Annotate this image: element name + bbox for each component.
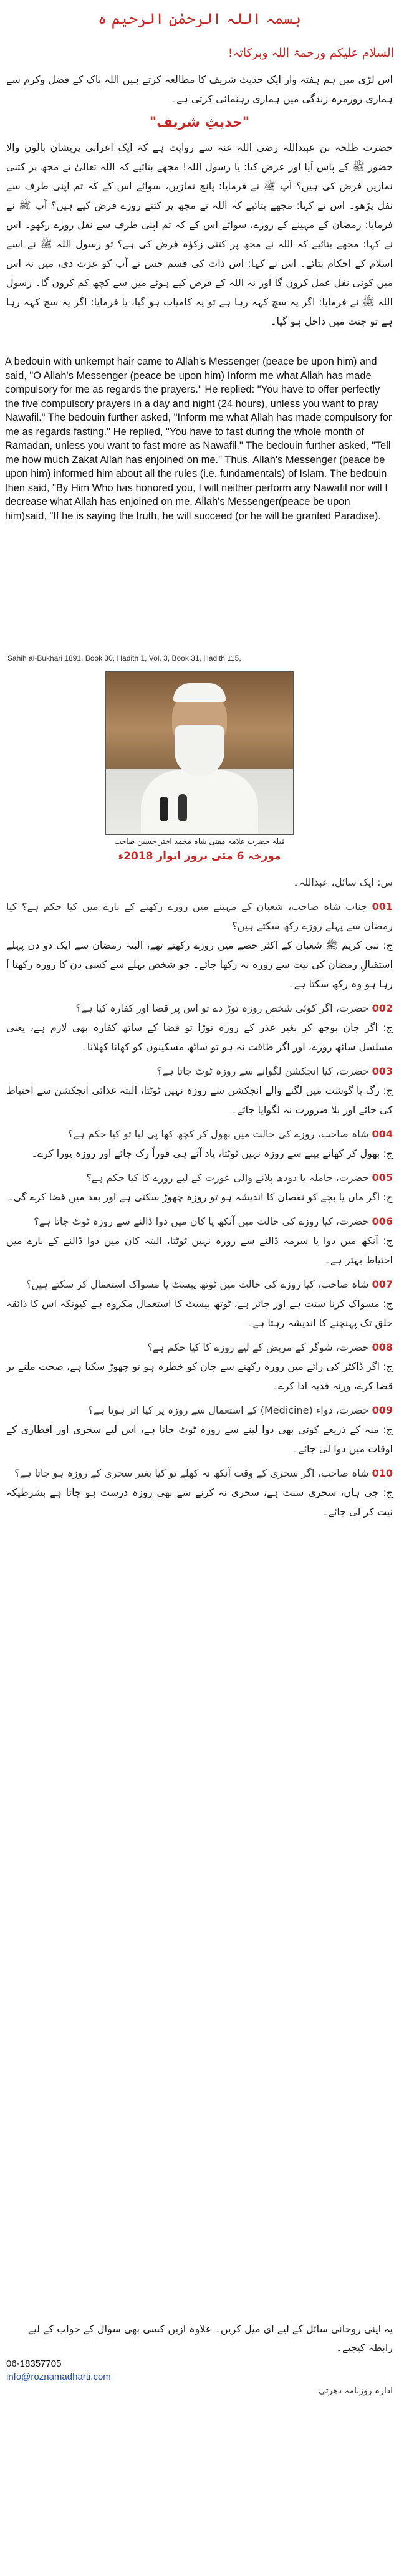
hadith-heading: "حدیثِ شریف": [149, 115, 250, 130]
qa-item: [0, 1338, 399, 1396]
question-number: 006: [372, 1215, 393, 1227]
closing-paragraph: یہ اپنی روحانی سائل کے لیے ای میل کریں۔ علاوہ ازیں کسی بھی سوال کے جواب کے لیے رابطہ کیجیے۔: [27, 2323, 393, 2353]
answer-text: ج: بھول کر کھانے پینے سے روزہ نہیں ٹوٹتا، یاد آتے ہی فوراً رک جائے اور روزہ پورا کرے۔: [31, 1147, 393, 1159]
photo-caption: قبلہ حضرت علامہ مفتی شاہ محمد اختر حسین صاحب: [114, 837, 285, 846]
photo-figure-body: [141, 770, 258, 835]
answer-text: ج: اگر ڈاکٹر کی رائے میں روزہ رکھنے سے جان کو خطرہ ہو تو چھوڑ سکتا ہے، صحت ملنے پر قضا کرے، ورنہ فدیہ ادا کرے۔: [6, 1361, 393, 1392]
scholar-photo: [105, 671, 294, 835]
qa-section: [0, 868, 399, 2320]
hadith-urdu-text: حضرت طلحہ بن عبیداللہ رضی اللہ عنہ سے روایت ہے کہ ایک اعرابی پریشان بالوں والا حضور ﷺ کے پاس آیا اور عرض کیا: یا رسول اللہ! مجھے بتائیے کہ اللہ تعالیٰ نے مجھ پر کتنی نمازیں فرض کی ہیں؟ آپ ﷺ نے فرمایا: پانچ نمازیں، سوائے اس کے کہ تم اپنی طرف سے نفل پڑھو۔ اس نے کہا: مجھے بتائیے کہ اللہ نے مجھ پر کتنے روزے فرض کیے ہیں؟ آپ ﷺ نے فرمایا: رمضان کے مہینے کے روزے، سوائے اس کے کہ تم اپنی طرف سے نفل روزے رکھو۔ اس نے کہا: مجھے بتائیے کہ اللہ نے مجھ پر کتنی زکوٰۃ فرض کی ہے؟ تو رسول اللہ ﷺ نے اسے اسلام کے احکام بتائے۔ اس نے کہا: اس ذات کی قسم جس نے آپ کو عزت دی، میں نہ اس میں کوئی نفل عمل کروں گا اور نہ اللہ کے فرض کیے ہوئے میں سے کچھ کم کروں گا۔ رسول اللہ ﷺ نے فرمایا: اگر یہ سچ کہہ رہا ہے تو یہ کامیاب ہو گیا، یا فرمایا: اگر یہ سچ کہہ رہا ہے تو جنت میں داخل ہو گیا۔: [6, 141, 393, 327]
qa-item: [0, 1061, 399, 1119]
answer-text: ج: نبی کریم ﷺ شعبان کے اکثر حصے میں روزے رکھتے تھے، البتہ رمضان سے ایک دو دن پہلے استقبالِ رمضان کی نیت سے روزہ نہ رکھا جائے۔ جو شخص پہلے سے کسی دن کا روزہ رکھتا آ رہا ہو وہ رکھ سکتا ہے۔: [6, 939, 393, 990]
question-number: 009: [372, 1404, 393, 1416]
photo-figure-cap: [173, 683, 226, 702]
hadith-english-text: A bedouin with unkempt hair came to Allah's Messenger (peace be upon him) and said, "O Allah's Messenger (peace be upon him) Inform me what Allah has made compulsory for me as regards the prayers." He replied: "You have to offer perfectly the five compulsory prayers in a day and night (24 hours), unless you want to pray Nawafil." The bedouin further asked, "Inform me what Allah has made compulsory for me as regards fasting." He replied, "You have to fast during the whole month of Ramadan, unless you want to fast more as Nawafil." The bedouin further asked, "Tell me how much Zakat Allah has enjoined on me." Thus, Allah's Messenger (peace be upon him) informed him about all the rules (i.e. fundamentals) of Islam. The bedouin then said, "By Him Who has honored you, I will neither perform any Nawafil nor will I decrease what Allah has enjoined on me. Allah's Messenger(peace be upon him)said, "If he is saying the truth, he will succeed (or he will be granted Paradise).: [5, 356, 392, 522]
salam-greeting: السلام علیکم ورحمۃ اللہ وبرکاتہ!: [228, 46, 394, 60]
qa-item: [0, 1401, 399, 1458]
answer-text: ج: مسواک کرنا سنت ہے اور جائز ہے، ٹوتھ پیسٹ کا استعمال مکروہ ہے کیونکہ اس کا ذائقہ حلق تک پہنچنے کا اندیشہ رہتا ہے۔: [6, 1298, 393, 1329]
qa-item: [0, 1124, 399, 1163]
question-text: حضرت، حاملہ یا دودھ پلانے والی عورت کے لیے روزے کا کیا حکم ہے؟: [86, 1172, 369, 1184]
question-text: س: ایک سائل، عبداللہ۔: [293, 876, 393, 888]
hadith-reference: Sahih al-Bukhari 1891, Book 30, Hadith 1, Vol. 3, Book 31, Hadith 115,: [7, 654, 241, 663]
qa-item: [0, 1463, 399, 1521]
question-number: 010: [372, 1467, 393, 1479]
microphone-icon: [160, 797, 168, 821]
question-text: شاہ صاحب، اگر سحری کے وقت آنکھ نہ کھلے تو کیا بغیر سحری کے روزہ ہو جاتا ہے؟: [14, 1467, 369, 1479]
answer-text: ج: جی ہاں، سحری سنت ہے، سحری نہ کرنے سے بھی روزہ درست ہو جاتا ہے بشرطیکہ نیت کر لی جائے۔: [6, 1487, 393, 1518]
question-number: 004: [372, 1128, 393, 1140]
phone-number: 06-18357705: [6, 2358, 62, 2369]
question-number: 007: [372, 1278, 393, 1290]
answer-text: ج: اگر ماں یا بچے کو نقصان کا اندیشہ ہو تو روزہ چھوڑ سکتی ہے اور بعد میں قضا کرے گی۔: [7, 1191, 393, 1203]
intro-paragraph: اس لڑی میں ہم ہفتہ وار ایک حدیث شریف کا مطالعہ کرتے ہیں اللہ پاک کے فضل وکرم سے ہماری روزمرہ زندگی میں ہماری رہنمائی کرتی ہے۔: [6, 74, 393, 105]
qa-item: [0, 873, 399, 892]
qa-item: [0, 1168, 399, 1207]
question-text: حضرت، کیا انجکشن لگوانے سے روزہ ٹوٹ جاتا ہے؟: [156, 1065, 369, 1077]
question-text: شاہ صاحب، روزے کی حالت میں بھول کر کچھ کھا پی لیا تو کیا حکم ہے؟: [67, 1128, 369, 1140]
microphone-icon: [178, 794, 187, 821]
email-link[interactable]: info@roznamadharti.com: [6, 2372, 111, 2382]
question-text: شاہ صاحب، کیا روزے کی حالت میں ٹوتھ پیسٹ یا مسواک استعمال کر سکتے ہیں؟: [26, 1278, 369, 1290]
qa-item: [0, 998, 399, 1056]
date-line: مورخہ 6 مئی بروز اتوار 2018ء: [118, 850, 281, 863]
answer-text: ج: اگر جان بوجھ کر بغیر عذر کے روزہ توڑا تو قضا کے ساتھ کفارہ بھی لازم ہے، یعنی مسلسل ساٹھ روزے، اور اگر طاقت نہ ہو تو ساٹھ مسکینوں کو کھانا کھلانا۔: [6, 1022, 393, 1053]
qa-item: [0, 1275, 399, 1333]
photo-figure-beard: [175, 725, 224, 777]
footer-text: ادارہ روزنامہ دھرتی۔: [313, 2386, 393, 2396]
question-text: حضرت، اگر کوئی شخص روزہ توڑ دے تو اس پر قضا اور کفارہ کیا ہے؟: [75, 1002, 369, 1014]
question-text: حضرت، دواء (Medicine) کے استعمال سے روزہ پر کیا اثر ہوتا ہے؟: [87, 1404, 369, 1416]
bismillah-heading: بسمہ اللہ الرحمٰن الرحیم ہ: [98, 10, 301, 27]
question-number: 008: [372, 1341, 393, 1353]
answer-text: ج: رگ یا گوشت میں لگنے والے انجکشن سے روزہ نہیں ٹوٹتا، البتہ غذائی انجکشن سے احتیاط کی جائے اور بلا ضرورت نہ لگوایا جائے۔: [6, 1085, 393, 1116]
question-text: حضرت، کیا روزے کی حالت میں آنکھ یا کان میں دوا ڈالنے سے روزہ ٹوٹ جاتا ہے؟: [34, 1215, 369, 1227]
question-text: جناب شاہ صاحب، شعبان کے مہینے میں روزے رکھنے کے بارے میں کیا حکم ہے؟ کیا رمضان سے پہلے روزے رکھ سکتے ہیں؟: [6, 901, 393, 932]
question-number: 005: [372, 1172, 393, 1184]
qa-item: [0, 1212, 399, 1270]
question-number: 003: [372, 1065, 393, 1077]
question-text: حضرت، شوگر کے مریض کے لیے روزے کا کیا حکم ہے؟: [147, 1341, 369, 1353]
answer-text: ج: منہ کے ذریعے کوئی بھی دوا لینے سے روزہ ٹوٹ جاتا ہے، اس لیے سحری اور افطاری کے اوقات میں دوا لی جائے۔: [6, 1424, 393, 1455]
question-number: 002: [372, 1002, 393, 1014]
question-number: 001: [372, 901, 393, 912]
answer-text: ج: آنکھ میں دوا یا سرمہ ڈالنے سے روزہ نہیں ٹوٹتا، البتہ کان میں دوا ڈالنے کے بارے میں احتیاط بہتر ہے۔: [6, 1235, 393, 1266]
qa-item: [0, 897, 399, 994]
